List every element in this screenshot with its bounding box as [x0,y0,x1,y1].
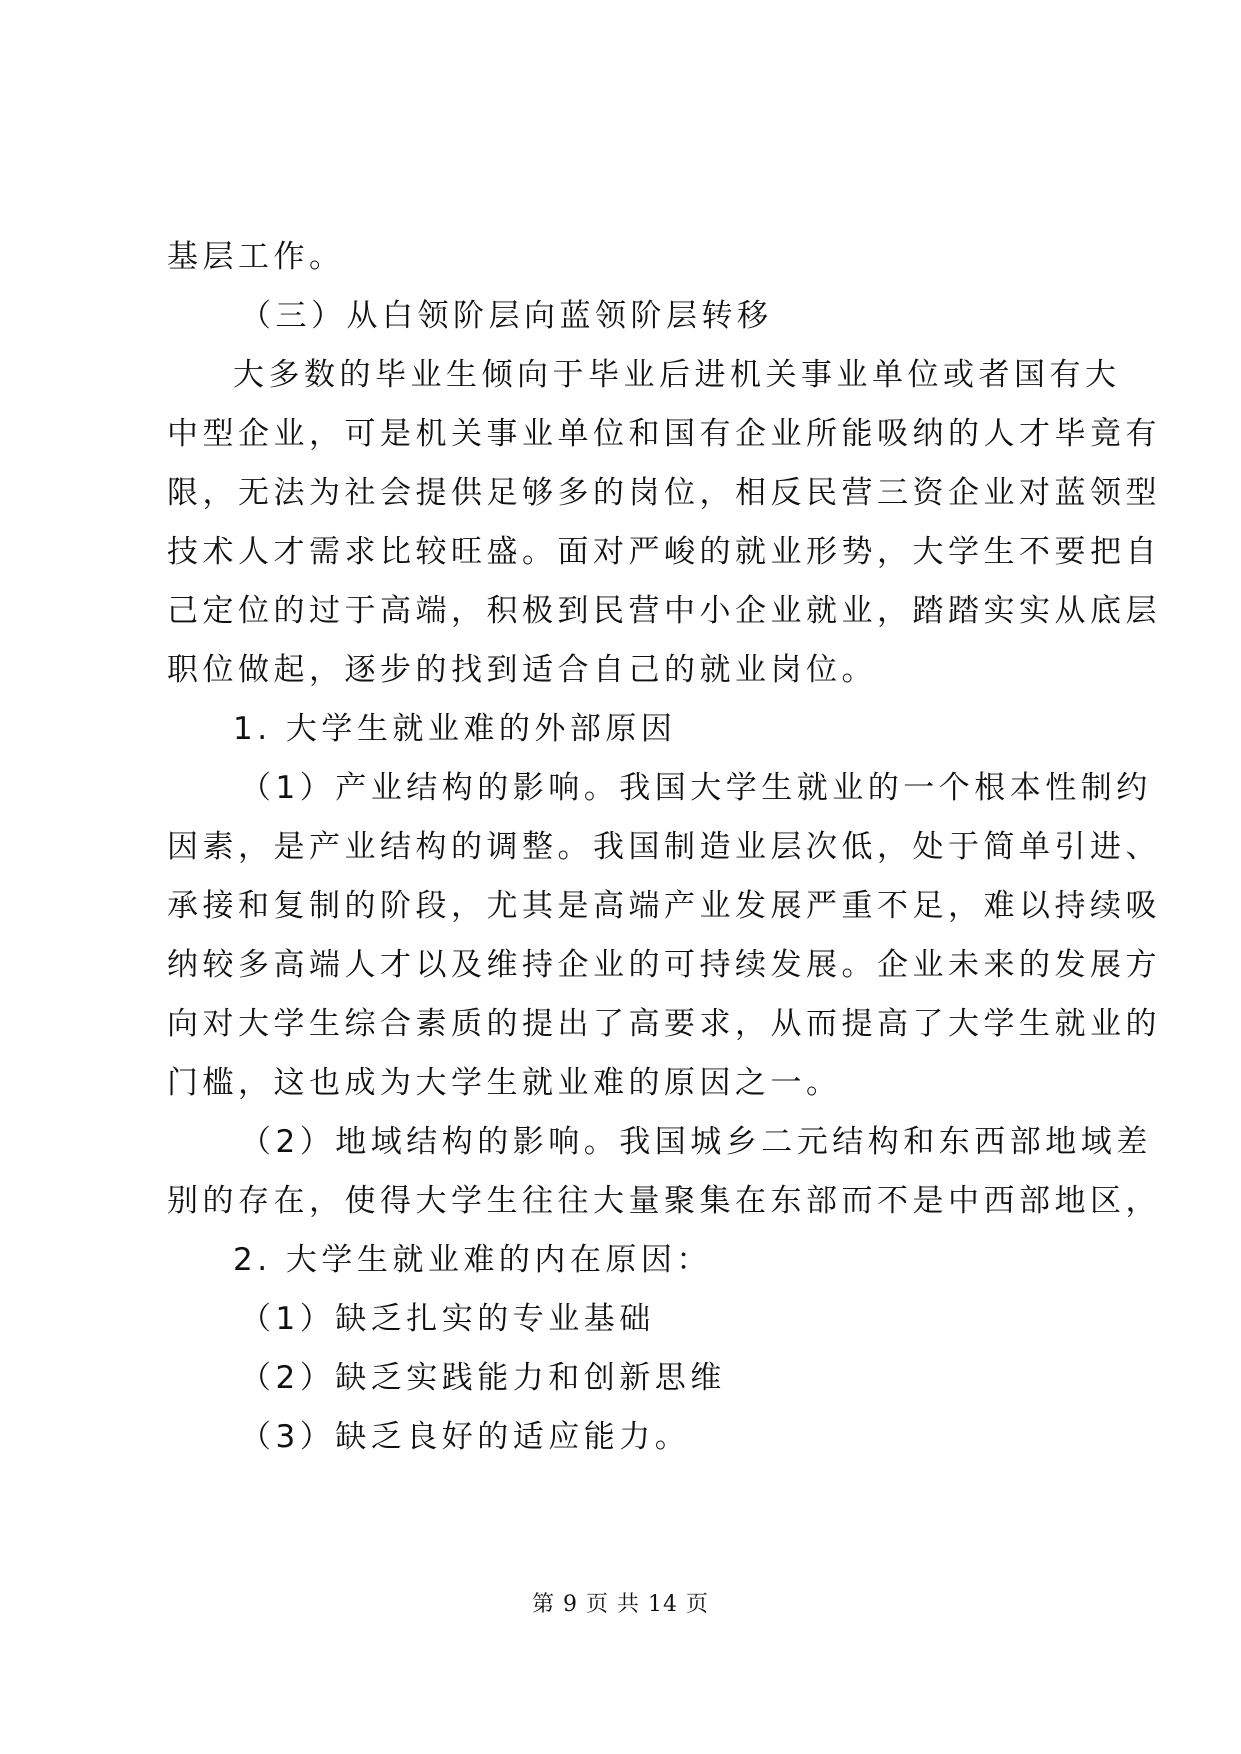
subheading-external-causes: 1. 大学生就业难的外部原因 [233,711,677,747]
page-footer: 第 9 页 共 14 页 [532,1592,709,1617]
text-line-8: 职位做起，逐步的找到适合自己的就业岗位。 [167,652,877,688]
text-line-16: （2）地域结构的影响。我国城乡二元结构和东西部地域差 [240,1124,1152,1160]
text-line-3: 大多数的毕业生倾向于毕业后进机关事业单位或者国有大 [233,357,1121,393]
text-line-13: 纳较多高端人才以及维持企业的可持续发展。企业未来的发展方 [167,947,1161,983]
text-line-11: 因素，是产业结构的调整。我国制造业层次低，处于简单引进、 [167,829,1161,865]
text-line-6: 技术人才需求比较旺盛。面对严峻的就业形势，大学生不要把自 [167,534,1161,570]
text-line-15: 门槛，这也成为大学生就业难的原因之一。 [167,1065,842,1101]
list-item-2: （2）缺乏实践能力和创新思维 [240,1360,726,1396]
text-line-4: 中型企业，可是机关事业单位和国有企业所能吸纳的人才毕竟有 [167,416,1161,452]
text-line-10: （1）产业结构的影响。我国大学生就业的一个根本性制约 [240,770,1152,806]
text-line-5: 限，无法为社会提供足够多的岗位，相反民营三资企业对蓝领型 [167,475,1161,511]
list-item-1: （1）缺乏扎实的专业基础 [240,1301,655,1337]
text-line-14: 向对大学生综合素质的提出了高要求，从而提高了大学生就业的 [167,1006,1161,1042]
text-line-12: 承接和复制的阶段，尤其是高端产业发展严重不足，难以持续吸 [167,888,1161,924]
text-line-1: 基层工作。 [167,239,345,275]
list-item-3: （3）缺乏良好的适应能力。 [240,1419,691,1455]
text-line-7: 己定位的过于高端，积极到民营中小企业就业，踏踏实实从底层 [167,593,1161,629]
subheading-internal-causes: 2. 大学生就业难的内在原因： [233,1242,712,1278]
text-line-17: 别的存在，使得大学生往往大量聚集在东部而不是中西部地区， [167,1183,1161,1219]
section-heading-3: （三）从白领阶层向蓝领阶层转移 [240,298,773,334]
